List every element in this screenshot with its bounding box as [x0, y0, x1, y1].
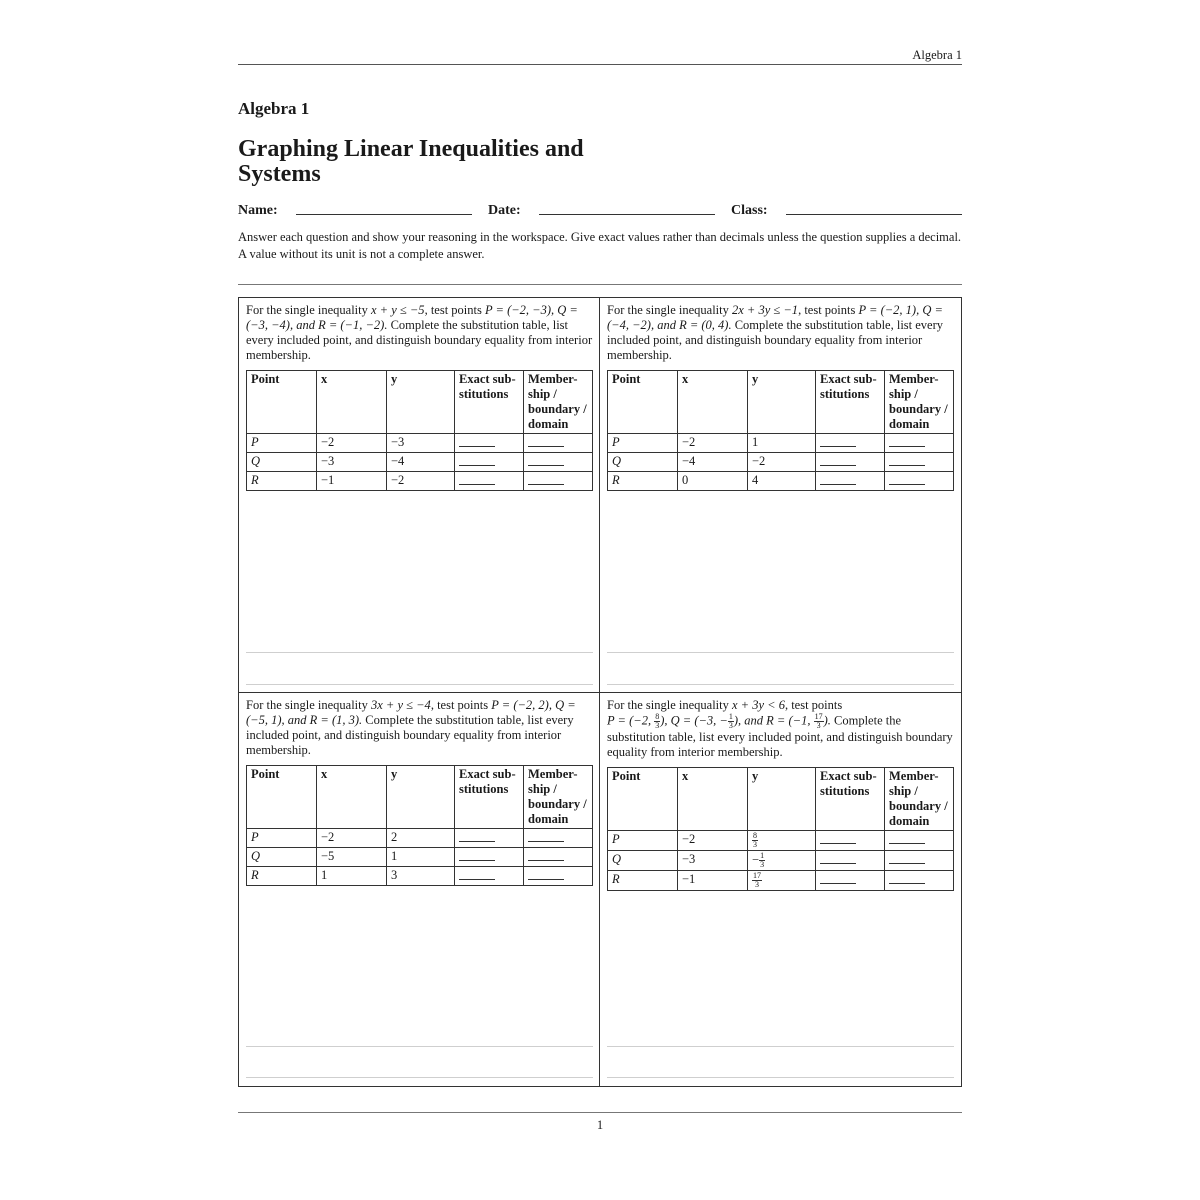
- point-cell: R: [608, 472, 678, 491]
- y-cell: −3: [387, 434, 455, 453]
- header-point: Point: [247, 766, 317, 829]
- header-membership: Member- ship / boundary / domain: [885, 768, 954, 831]
- fraction: $\frac{1}{3}$: [728, 712, 733, 730]
- table-row: [247, 453, 593, 472]
- table-row: [247, 472, 593, 491]
- instructions: Answer each question and show your reasoning in the workspace. Give exact values rather than decimals unless the question supplies a decimal. A value without its unit is not a complete answer.: [238, 230, 962, 261]
- test-points: P = (−2, 2), Q = (−5, 1), and R = (1, 3).: [246, 698, 576, 727]
- header-x: x: [678, 371, 748, 434]
- problem-1: [239, 298, 600, 693]
- table-row: [608, 851, 954, 871]
- inequality: x + y ≤ −5: [370, 303, 425, 317]
- substitution-blank[interactable]: [816, 831, 885, 851]
- membership-blank[interactable]: [885, 453, 954, 472]
- fraction: $\frac{1}{3}$: [760, 851, 765, 869]
- y-cell: 2: [387, 829, 455, 848]
- table-row: [608, 434, 954, 453]
- table-row: [608, 831, 954, 851]
- problem-grid: [238, 297, 962, 1087]
- test-points: P = (−2, 1), Q = (−4, −2), and R = (0, 4).: [607, 303, 943, 332]
- problem-prompt: For the single inequality 3x + y ≤ −4, test points P = (−2, 2), Q = (−5, 1), and R = (1, 3). Complete the substitution table, list every included point, and distinguish boundary equality from interior membership.: [246, 698, 576, 757]
- header-y: y: [387, 766, 455, 829]
- substitution-blank[interactable]: [816, 453, 885, 472]
- problem-4: [600, 693, 961, 1086]
- y-cell: −2: [748, 453, 816, 472]
- y-cell: −4: [387, 453, 455, 472]
- y-cell: 1: [748, 434, 816, 453]
- prompt-instructions: Complete the substitution table, list every included point, and distinguish boundary equality from interior membership.: [607, 713, 953, 759]
- prompt-instructions: Complete the substitution table, list every included point, and distinguish boundary equality from interior membership.: [246, 713, 574, 757]
- header-substitutions: Exact sub- stitutions: [455, 766, 524, 829]
- prompt-intro: For the single inequality: [607, 303, 729, 317]
- header-substitutions: Exact sub- stitutions: [455, 371, 524, 434]
- point-cell: P: [608, 434, 678, 453]
- header-x: x: [317, 766, 387, 829]
- problem-prompt: For the single inequality x + y ≤ −5, test points P = (−2, −3), Q = (−3, −4), and R = (−1, −2). Complete the substitution table, list every included point, and distinguish boundary equality from interior membership.: [246, 303, 593, 362]
- header-x: x: [678, 768, 748, 831]
- substitution-table: [246, 765, 593, 886]
- point-cell: R: [247, 472, 317, 491]
- prompt-intro: For the single inequality: [246, 698, 368, 712]
- header-y: y: [387, 371, 455, 434]
- name-field[interactable]: [296, 214, 472, 215]
- membership-blank[interactable]: [524, 434, 593, 453]
- fraction: $\frac{17}{3}$: [814, 712, 823, 730]
- fraction: $\frac{17}{3}$: [753, 871, 761, 889]
- x-cell: −2: [678, 434, 748, 453]
- substitution-blank[interactable]: [816, 434, 885, 453]
- y-cell: 4: [748, 472, 816, 491]
- header-substitutions: Exact sub- stitutions: [816, 768, 885, 831]
- x-cell: −1: [678, 871, 748, 891]
- x-cell: −2: [317, 829, 387, 848]
- workspace-line[interactable]: [607, 652, 954, 653]
- substitution-blank[interactable]: [455, 472, 524, 491]
- x-cell: −3: [678, 851, 748, 871]
- y-cell: 1: [387, 848, 455, 867]
- substitution-blank[interactable]: [455, 434, 524, 453]
- y-cell: [748, 831, 816, 851]
- membership-blank[interactable]: [885, 831, 954, 851]
- x-cell: −1: [317, 472, 387, 491]
- membership-blank[interactable]: [885, 871, 954, 891]
- header-point: Point: [247, 371, 317, 434]
- test-points: P = (−2, −3), Q = (−3, −4), and R = (−1, −2).: [246, 303, 578, 332]
- inequality: x + 3y < 6: [731, 698, 785, 712]
- workspace-line[interactable]: [607, 684, 954, 685]
- prompt-instructions: Complete the substitution table, list every included point, and distinguish boundary equality from interior membership.: [246, 318, 593, 362]
- membership-blank[interactable]: [524, 472, 593, 491]
- footer-divider: [238, 1112, 962, 1113]
- point-cell: Q: [247, 848, 317, 867]
- point-cell: P: [247, 434, 317, 453]
- prompt-intro: For the single inequality: [607, 698, 729, 712]
- class-field[interactable]: [786, 214, 962, 215]
- point-cell: P: [247, 829, 317, 848]
- test-point-p: P = (−2,: [607, 713, 652, 728]
- y-cell: 3: [387, 867, 455, 886]
- point-cell: P: [608, 831, 678, 851]
- header-point: Point: [608, 371, 678, 434]
- test-point-tail: ).: [823, 713, 831, 728]
- table-row: [247, 867, 593, 886]
- prompt-instructions: Complete the substitution table, list every included point, and distinguish boundary equality from interior membership.: [607, 318, 944, 362]
- table-row: [608, 453, 954, 472]
- substitution-blank[interactable]: [816, 851, 885, 871]
- workspace-line[interactable]: [246, 1077, 593, 1078]
- inequality: 2x + 3y ≤ −1: [731, 303, 799, 317]
- x-cell: −4: [678, 453, 748, 472]
- table-row: [608, 871, 954, 891]
- substitution-blank[interactable]: [816, 472, 885, 491]
- x-cell: −3: [317, 453, 387, 472]
- membership-blank[interactable]: [524, 453, 593, 472]
- date-label: Date:: [488, 203, 521, 218]
- header-substitutions: Exact sub- stitutions: [816, 371, 885, 434]
- membership-blank[interactable]: [524, 848, 593, 867]
- substitution-table: [607, 767, 954, 891]
- header-x: x: [317, 371, 387, 434]
- workspace-line[interactable]: [607, 1046, 954, 1047]
- fraction: $\frac{8}{3}$: [655, 712, 660, 730]
- test-point-r: ), and R = (−1,: [733, 713, 811, 728]
- membership-blank[interactable]: [885, 851, 954, 871]
- table-row: [608, 472, 954, 491]
- course-name: Algebra 1: [238, 99, 310, 118]
- point-cell: Q: [608, 851, 678, 871]
- worksheet-title: Graphing Linear Inequalities and Systems: [238, 136, 584, 187]
- fraction: $\frac{8}{3}$: [753, 831, 757, 849]
- problem-prompt: For the single inequality x + 3y < 6, test points P = (−2, $\frac{8}{3}$ ), Q = (−3, − $\frac{1}{3}$ ), and R = (−1, $\frac{17}{3}$ ). Complete the substitution table, list every included point, and distinguish boundary equality from interior membership.: [607, 698, 953, 759]
- problem-2: [600, 298, 961, 693]
- y-cell: − $\frac{1}{3}$: [748, 851, 816, 871]
- running-head: Algebra 1: [238, 47, 962, 65]
- prompt-intro: For the single inequality: [246, 303, 368, 317]
- header-membership: Member- ship / boundary / domain: [524, 766, 593, 829]
- x-cell: 0: [678, 472, 748, 491]
- workspace-line[interactable]: [246, 684, 593, 685]
- inequality: 3x + y ≤ −4: [370, 698, 431, 712]
- workspace-line[interactable]: [607, 1077, 954, 1078]
- point-cell: Q: [247, 453, 317, 472]
- header-y: y: [748, 768, 816, 831]
- header-membership: Member- ship / boundary / domain: [524, 371, 593, 434]
- divider: [238, 284, 962, 285]
- substitution-blank[interactable]: [455, 829, 524, 848]
- substitution-blank[interactable]: [455, 848, 524, 867]
- problem-prompt: For the single inequality 2x + 3y ≤ −1, test points P = (−2, 1), Q = (−4, −2), and R = (0, 4). Complete the substitution table, list every included point, and distinguish boundary equality from interior membership.: [607, 303, 944, 362]
- table-row: [247, 829, 593, 848]
- page-number: 1: [596, 1118, 604, 1132]
- x-cell: 1: [317, 867, 387, 886]
- test-point-q: ), Q = (−3, −: [660, 713, 728, 728]
- substitution-blank[interactable]: [455, 453, 524, 472]
- header-membership: Member- ship / boundary / domain: [885, 371, 954, 434]
- x-cell: −2: [678, 831, 748, 851]
- name-label: Name:: [238, 203, 278, 218]
- workspace-line[interactable]: [246, 652, 593, 653]
- x-cell: −2: [317, 434, 387, 453]
- membership-blank[interactable]: [885, 472, 954, 491]
- substitution-blank[interactable]: [816, 871, 885, 891]
- point-cell: R: [608, 871, 678, 891]
- table-row: [247, 434, 593, 453]
- problem-3: [239, 693, 600, 1086]
- class-label: Class:: [731, 203, 768, 218]
- y-cell: −2: [387, 472, 455, 491]
- workspace-line[interactable]: [246, 1046, 593, 1047]
- membership-blank[interactable]: [524, 829, 593, 848]
- membership-blank[interactable]: [524, 867, 593, 886]
- substitution-table: [607, 370, 954, 491]
- point-cell: Q: [608, 453, 678, 472]
- date-field[interactable]: [539, 214, 715, 215]
- header-y: y: [748, 371, 816, 434]
- substitution-table: [246, 370, 593, 491]
- substitution-blank[interactable]: [455, 867, 524, 886]
- membership-blank[interactable]: [885, 434, 954, 453]
- x-cell: −5: [317, 848, 387, 867]
- header-point: Point: [608, 768, 678, 831]
- point-cell: R: [247, 867, 317, 886]
- table-row: [247, 848, 593, 867]
- y-cell: [748, 871, 816, 891]
